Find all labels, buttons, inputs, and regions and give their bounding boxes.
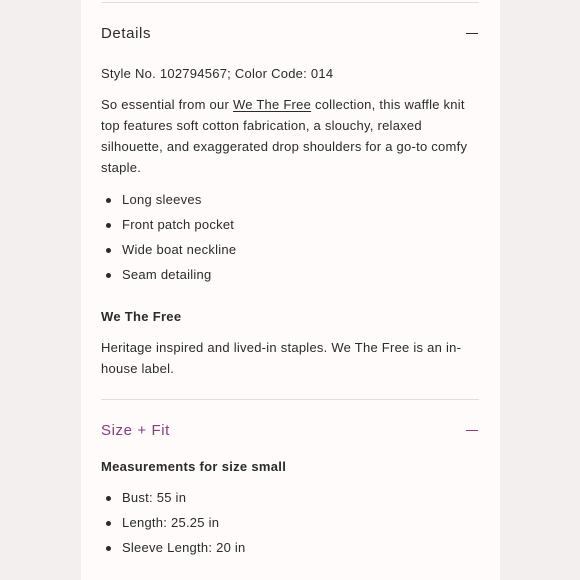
list-item: Front patch pocket: [101, 216, 236, 241]
list-item: Seam detailing: [101, 266, 236, 291]
details-accordion-header[interactable]: [101, 21, 479, 45]
divider-top: [101, 2, 479, 3]
size-fit-accordion-header[interactable]: [101, 418, 479, 442]
description-prefix: So essential from our: [101, 97, 233, 112]
details-title: Details: [101, 24, 152, 42]
size-fit-title: Size + Fit: [101, 421, 170, 439]
brand-title: We The Free: [101, 309, 182, 324]
we-the-free-link[interactable]: We The Free: [232, 97, 312, 112]
measurements-title: Measurements for size small: [101, 459, 287, 474]
minus-icon[interactable]: [466, 430, 478, 431]
list-item: Length: 25.25 in: [101, 514, 246, 539]
list-item: Wide boat neckline: [101, 241, 236, 266]
minus-icon[interactable]: [466, 33, 478, 34]
divider-size-fit: [101, 399, 479, 400]
style-number: Style No. 102794567; Color Code: 014: [101, 66, 334, 81]
measurements-list: [101, 489, 246, 564]
feature-list: [101, 191, 236, 291]
list-item: Long sleeves: [101, 191, 236, 216]
brand-description: Heritage inspired and lived-in staples. We The Free is an in-house label.: [101, 340, 462, 376]
description-suffix: collection, this waffle knit top features soft cotton fabrication, a slouchy, relaxed silhouette, and exaggerated drop shoulders for a go-to comfy staple.: [101, 97, 468, 175]
product-description: [101, 94, 481, 178]
list-item: Bust: 55 in: [101, 489, 246, 514]
list-item: Sleeve Length: 20 in: [101, 539, 246, 564]
